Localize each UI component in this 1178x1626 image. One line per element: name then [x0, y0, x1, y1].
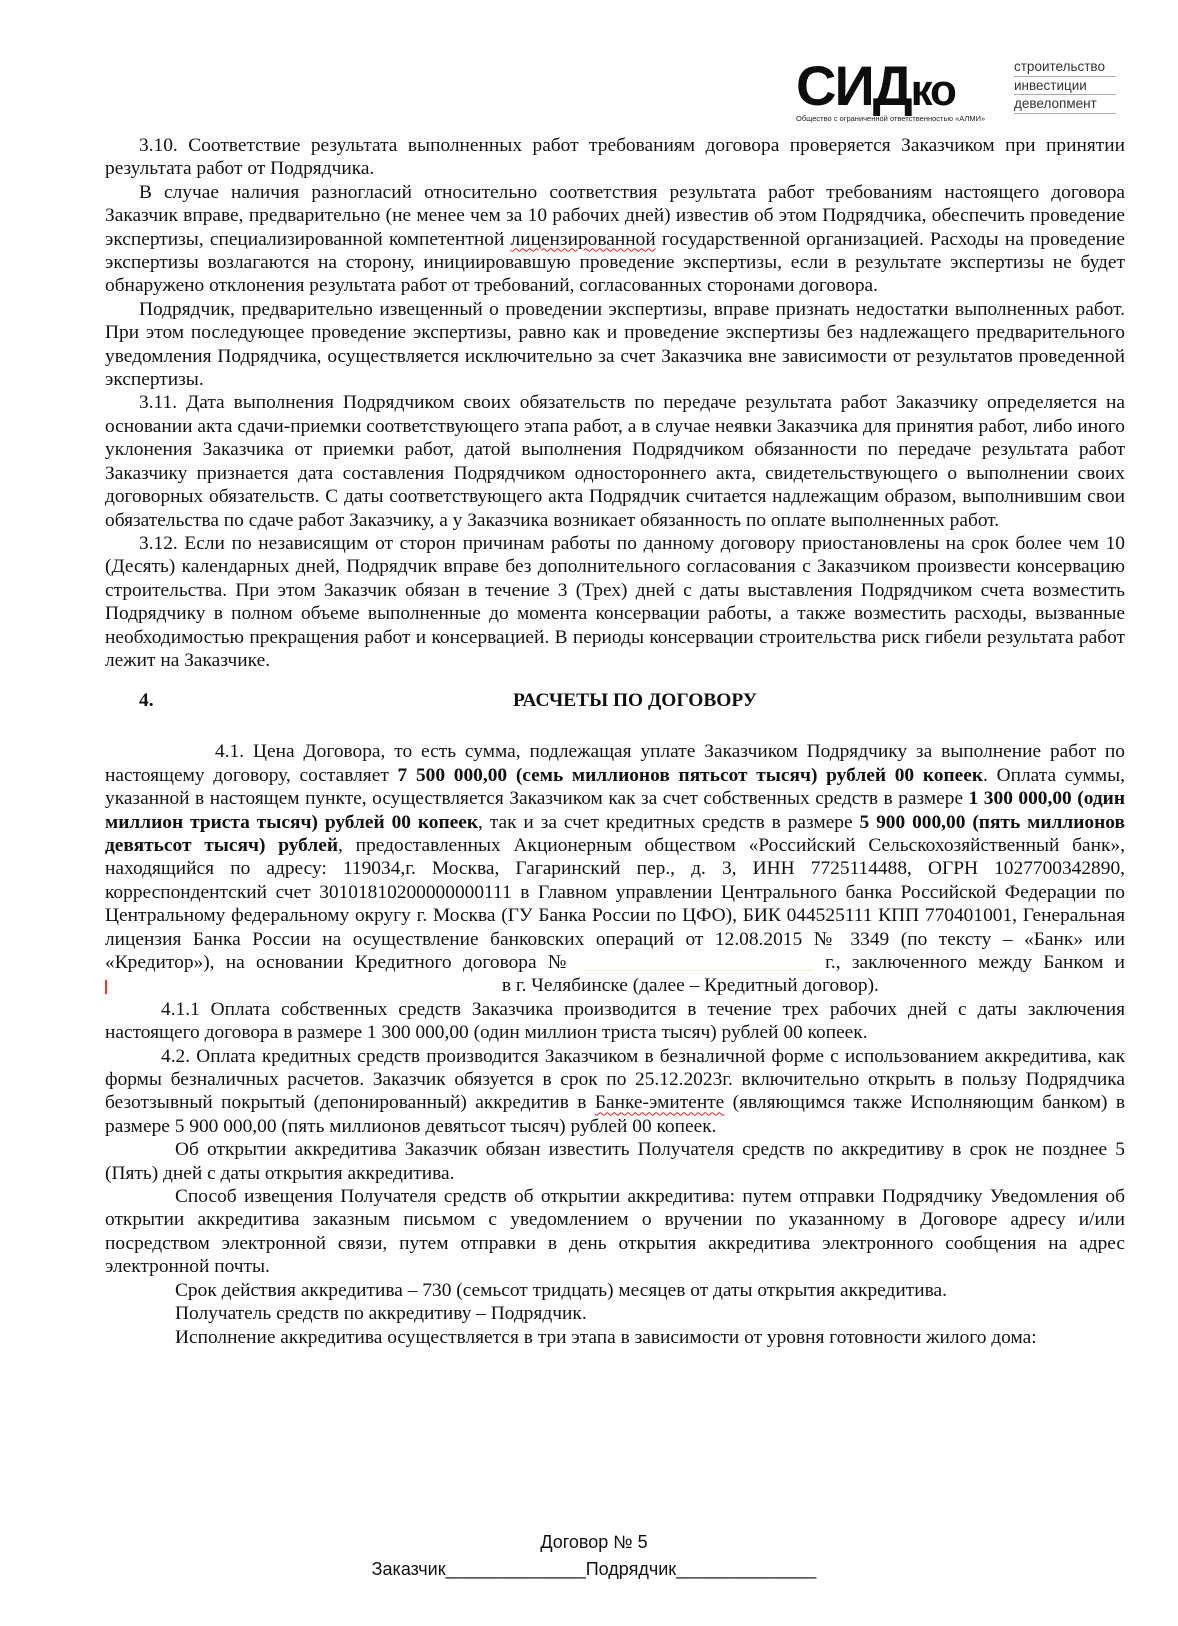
redacted-field — [584, 956, 814, 971]
clause-4-1: 4.1. Цена Договора, то есть сумма, подлежащая уплате Заказчиком Подрядчику за выполнение работ по настоящему договору, составляет 7 500 000,00 (семь миллионов пятьсот тысяч) рублей 00 копеек. Оплата суммы, указанной в настоящем пункте, осуществляется Заказчиком как за счет собственных средств в размере 1 300 000,00 (один миллион триста тысяч) рублей 00 копеек, так и за счет кредитных средств в размере 5 900 000,00 (пять миллионов девятьсот тысяч) рублей, предоставленных Акционерным обществом «Российский Сельскохозяйственный банк», находящийся по адресу: 119034,г. Москва, Гагаринский пер., д. 3, ИНН 7725114488, ОГРН 1027700342890, корреспондентский счет 30101810200000000111 в Главном управлении Центрального банка Российской Федерации по Центральному федеральному округу г. Москва (ГУ Банка России по ЦФО), БИК 044525111 КПП 770401001, Генеральная лицензия Банка России на осуществление банковских операций от 12.08.2015 № 3349 (по тексту – «Банк» или «Кредитор»), на основании Кредитного договора № г., заключенного между Банком и в г. Челябинске (далее – Кредитный договор). — [105, 741, 1126, 997]
clause-3-11: 3.11. Дата выполнения Подрядчиком своих обязательств по передаче результата работ Заказчику определяется на основании акта сдачи-приемки соответствующего этапа работ, а в случае неявки Заказчика для принятия работ, либо иного уклонения Заказчика от приемки работ, датой выполнения Подрядчиком обязанности по передаче результата работ Заказчику признается дата составления Подрядчиком одностороннего акта, свидетельствующего о выполнении своих договорных обязательств. С даты соответствующего акта Подрядчик считается надлежащим образом, выполнившим свои обязательства по сдаче работ Заказчику, а у Заказчика возникает обязанность по оплате выполненных работ. — [105, 392, 1125, 531]
redacted-field — [105, 980, 497, 994]
logo-tagline-line: инвестиции — [1014, 77, 1116, 96]
section-title: РАСЧЕТЫ ПО ДОГОВОРУ — [513, 690, 757, 712]
clause-4-2-notice-method: Способ извещения Получателя средств об открытии аккредитива: путем отправки Подрядчику Уведомления об открытии аккредитива заказным письмом с уведомлением о вручении по указанному в Договоре адресу и/или посредством электронной связи, путем отправки в день открытия аккредитива электронного сообщения на адрес электронной почты. — [105, 1186, 1125, 1278]
logo-tagline — [1014, 58, 1116, 114]
page-footer — [0, 1532, 1178, 1580]
spellcheck-word: лицензированной — [510, 228, 656, 250]
clause-4-2: 4.2. Оплата кредитных средств производится Заказчиком в безналичной форме с использованием аккредитива, как формы безналичных расчетов. Заказчик обязуется в срок по 25.12.2023г. включительно открыть в пользу Подрядчика безотзывный покрытый (депонированный) аккредитив в Банке-эмитенте (являющимся также Исполняющим банком) в размере 5 900 000,00 (пять миллионов девятьсот тысяч) рублей 00 копеек. — [105, 1045, 1125, 1137]
section-heading — [105, 690, 1125, 716]
clause-4-2-execution: Исполнение аккредитива осуществляется в три этапа в зависимости от уровня готовности жилого дома: — [175, 1326, 1037, 1348]
logo-mark-tail: ко — [910, 66, 955, 115]
footer-contract-number: Договор № 5 — [540, 1532, 648, 1552]
clause-3-10: 3.10. Соответствие результата выполненных работ требованиям договора проверяется Заказчиком при принятии результата работ от Подрядчика. — [105, 135, 1125, 180]
logo-company-name: Общество с ограниченной ответственностью «АЛМИ» — [796, 114, 986, 123]
spellcheck-word: Банке-эмитенте — [594, 1092, 725, 1114]
company-logo — [796, 56, 1126, 126]
document-body — [105, 134, 1125, 1349]
section-number: 4. — [139, 690, 154, 712]
footer-signatures: Заказчик______________Подрядчик______________ — [371, 1559, 817, 1579]
clause-3-12: 3.12. Если по независящим от сторон причинам работы по данному договору приостановлены на срок более чем 10 (Десять) календарных дней, Подрядчик вправе без дополнительного согласования с Заказчиком произвести консервацию строительства. При этом Заказчик обязан в течение 3 (Трех) дней с даты выставления Подрядчиком счета возместить Подрядчику в полном объеме выполненные до момента консервации работы, а также возместить расходы, вызванные необходимостью прекращения работ и консервацией. В периоды консервации строительства риск гибели результата работ лежит на Заказчике. — [105, 532, 1125, 671]
clause-4-2-validity: Срок действия аккредитива – 730 (семьсот тридцать) месяцев от даты открытия аккредитива. — [175, 1279, 947, 1301]
logo-mark-text: СИД — [796, 54, 911, 117]
clause-4-1-1: 4.1.1 Оплата собственных средств Заказчика производится в течение трех рабочих дней с даты заключения настоящего договора в размере 1 300 000,00 (один миллион триста тысяч) рублей 00 копеек. — [105, 998, 1125, 1044]
logo-mark — [796, 56, 955, 121]
logo-tagline-line: строительство — [1014, 58, 1116, 77]
clause-3-10-paragraph-2: В случае наличия разногласий относительно соответствия результата работ требованиям настоящего договора Заказчик вправе, предварительно (не менее чем за 10 рабочих дней) известив об этом Подрядчика, обеспечить проведение экспертизы, специализированной компетентной лицензированной государственной организацией. Расходы на проведение экспертизы возлагаются на сторону, инициировавшую проведение экспертизы, если в результате экспертизы не будет обнаружено отклонения результата работ от требований, согласованных сторонами договора. — [105, 181, 1125, 297]
clause-4-2-notice: Об открытии аккредитива Заказчик обязан известить Получателя средств по аккредитиву в срок не позднее 5 (Пять) дней с даты открытия аккредитива. — [105, 1139, 1125, 1184]
logo-tagline-line: девелопмент — [1014, 95, 1116, 114]
clause-4-2-beneficiary: Получатель средств по аккредитиву – Подрядчик. — [175, 1303, 587, 1325]
clause-3-10-paragraph-3: Подрядчик, предварительно извещенный о проведении экспертизы, вправе признать недостатки выполненных работ. При этом последующее проведение экспертизы, равно как и проведение экспертизы без надлежащего предварительного уведомления Подрядчика, осуществляется исключительно за счет Заказчика вне зависимости от результатов проведенной экспертизы. — [105, 298, 1125, 391]
